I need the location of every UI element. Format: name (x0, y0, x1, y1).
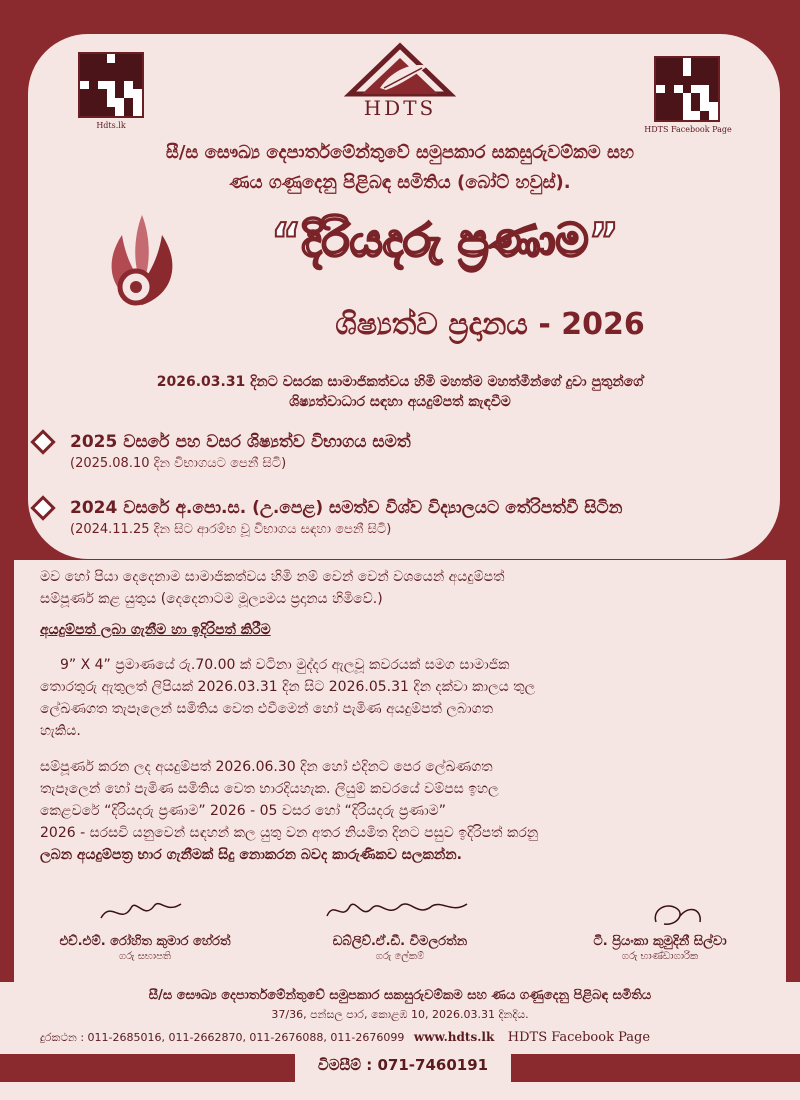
signature-secretary (322, 894, 472, 928)
signatory-role: ගරු සභාපති (119, 951, 171, 962)
para2-line-1: සම්පූර්ණ කරන ලද අයදුම්පත් 2026.06.30 දින හෝ එදිනට පෙර ලේඛණගත (40, 759, 493, 775)
website-link[interactable]: www.hdts.lk (413, 1030, 495, 1044)
para2-line-2: තැපෑලෙන් හෝ පැමිණ සමිතිය වෙත භාරදියහැක. ලියුම් කවරයේ වම්පස ඉහල (40, 781, 499, 797)
footer-organization: සී/ස සෞඛ්‍ය දෙපාර්තමේන්තුවේ සමුපකාර සකසුරුවම්කම සහ ණය ගණුදෙනු පිළිබඳ සමිතිය (148, 988, 652, 1003)
diamond-bullet-icon (30, 495, 55, 520)
membership-note (40, 566, 760, 610)
signatory-role: ගරු ලේකම් (375, 951, 425, 962)
inquiry-phone: විමසීම් : 071-7460191 (317, 1056, 489, 1074)
signatory-name: ටී. ප්‍රියංකා කුමුදිනී සිල්වා (593, 934, 727, 949)
para1-line-3: ලේඛණගත තැපෑලෙන් සමිතිය වෙත එවීමෙන් හෝ පැමිණ අයදුම්පත් ලබාගත (40, 701, 494, 717)
intro-line-1: 2026.03.31 දිනට වසරක සාමාජිකත්වය හිමි මහත්ම මහත්මීන්ගේ දුවා පුතුන්ගේ (156, 374, 644, 390)
signatory-secretary (285, 934, 515, 962)
qr-right-caption: HDTS Facebook Page (644, 125, 732, 134)
facebook-link[interactable]: HDTS Facebook Page (507, 1030, 651, 1045)
membership-line-1: මව හෝ පියා දෙදෙනාම සාමාජිකත්වය හිමි නම් වෙන් වෙන් වශයෙන් අයදුම්පත් (40, 569, 505, 585)
organization-name (70, 138, 730, 198)
signatory-name: එච්.එම්. රෝහිත කුමාර හේරත් (59, 934, 231, 949)
membership-line-2: සම්පූර්ණ කළ යුතුය (දෙදෙනාටම මූල්‍යමය ප්‍රදානය හිමිවේ.) (40, 591, 383, 607)
signatory-treasurer (540, 934, 780, 962)
para2-line-4: 2026 - සරසවි යනුවෙන් සඳහන් කල යුතු වන අතර නියමිත දිනට පසුව ඉදිරිපත් කරනු (40, 825, 539, 841)
para1-line-2: තොරතුරු ඇතුලත් ලිපියක් 2026.03.31 දින සිට 2026.05.31 දින දක්වා කාලය තුල (40, 679, 536, 695)
application-heading: අයදුම්පත් ලබා ගැනීම හා ඉදිරිපත් කිරීම (40, 622, 271, 638)
condition-note: (2025.08.10 දින විභාගයට පෙනී සිටි) (70, 456, 287, 471)
signature-treasurer (646, 896, 710, 932)
qr-left-caption: Hdts.lk (96, 121, 126, 130)
condition-main: 2025 වසරේ පහ වසර ශිෂ්‍යත්ව විභාගය සමත් (70, 432, 411, 452)
intro-line-2: ශිෂ්‍යත්වාධාර සඳහා අයදුම්පත් කැඳවීම (289, 394, 511, 410)
flower-emblem (92, 205, 192, 325)
condition-note: (2024.11.25 දින සිට ආරම්භ වූ විභාගය සඳහා පෙනී සිටි) (70, 522, 392, 537)
condition-university (34, 496, 734, 540)
application-paragraph-2 (40, 756, 760, 866)
organization-line-2: ණය ගණුදෙනු පිළිබඳ සමිතිය (බෝට් හවුස්). (229, 172, 571, 193)
main-title: “දිරියදරු ප්‍රණාම” (271, 213, 619, 267)
diamond-bullet-icon (30, 429, 55, 454)
condition-main: 2024 වසරේ අ.පො.ස. (උ.පෙළ) සමත්ව විශ්ව විද්‍යාලයට තේරිපත්වී සිටින (70, 498, 623, 518)
qr-code-website[interactable] (78, 52, 144, 118)
organization-line-1: සී/ස සෞඛ්‍ය දෙපාර්තමේන්තුවේ සමුපකාර සකසුරුවම්කම සහ (165, 142, 635, 163)
para1-line-4: හැකිය. (40, 723, 81, 739)
sub-title: ශිෂ්‍යත්ව ප්‍රදානය - 2026 (335, 307, 645, 342)
logo-text: HDTS (363, 96, 437, 120)
condition-grade5 (34, 430, 734, 474)
signatory-president (30, 934, 260, 962)
signatory-name: ඩබ්ලිව්.ඒ.ඩී. විමලරත්න (332, 934, 468, 949)
para2-line-3: කෙළවරේ “දිරියදරු ප්‍රණාම” 2026 - 05 වසර හෝ “දිරියදරු ප්‍රණාම” (40, 803, 447, 819)
qr-code-facebook[interactable] (654, 56, 720, 122)
para1-line-1: 9” X 4” ප්‍රමාණයේ රු.70.00 ක් වටිනා මුද්දර ඇලවූ කවරයක් සමග සාමාජික (60, 657, 510, 673)
intro-text (60, 372, 740, 412)
application-paragraph-1 (40, 654, 760, 742)
signatory-role: ගරු භාණ්ඩාගාරික (621, 951, 699, 962)
footer-phones: දුරකථන : 011-2685016, 011-2662870, 011-2676088, 011-2676099 (40, 1031, 405, 1044)
bottom-strip (0, 1082, 800, 1100)
footer-contacts (40, 1030, 760, 1045)
footer-address: 37/36, පන්සල පාර, කොළඹ 10, 2026.03.31 දිනදිය. (271, 1008, 529, 1021)
para2-line-5: ලබන අයදුම්පත්‍ර භාර ගැනීමක් සිදු නොකරන බවද කාරුණිකව සලකන්න. (40, 847, 462, 863)
signature-president (96, 890, 186, 930)
